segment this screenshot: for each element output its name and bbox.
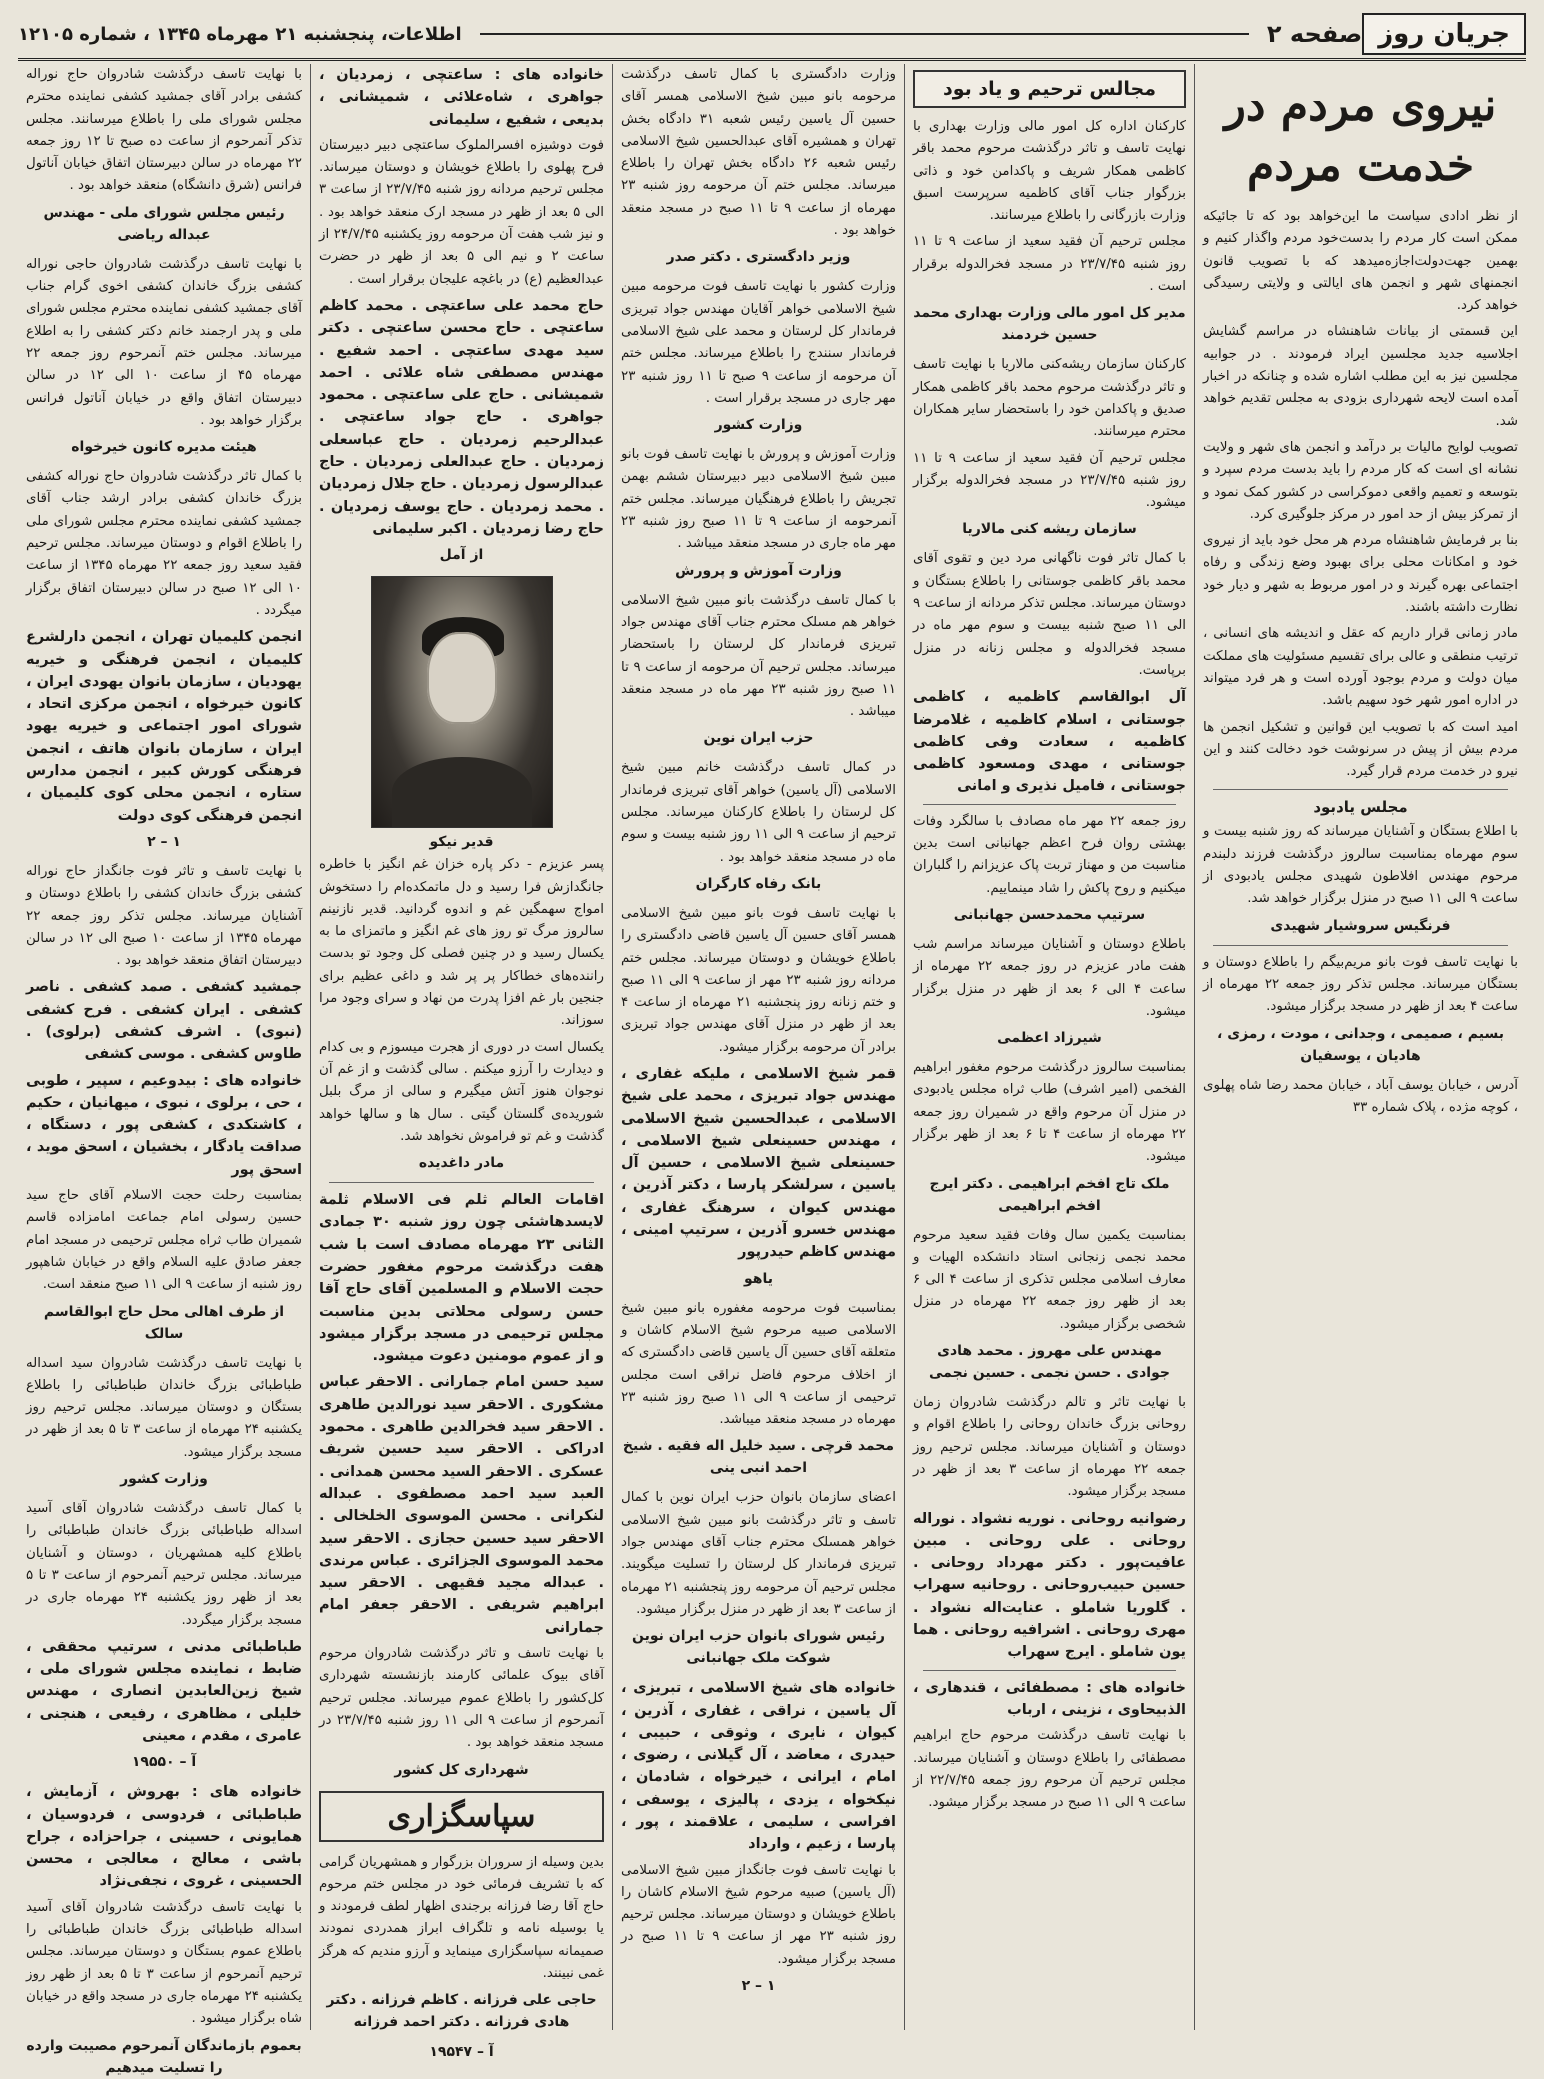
notice-text: بمناسبت سالروز درگذشت مرحوم مغفور ابراهیم الفخمی (امیر اشرف) طاب ثراه مجلس یادبودی در منزل آن مرحوم واقع در شمیران روز جمعه ۲۲ مهرماه از ساعت ۴ تا ۶ بعد از ظهر برگزار میشود. <box>913 1060 1186 1165</box>
divider <box>329 1182 594 1183</box>
notice-signature: حاجی علی فرزانه . کاظم فرزانه . دکتر هادی فرزانه . دکتر احمد فرزانه <box>326 1992 597 2031</box>
notice-text: با نهایت تاسف فوت بانو مبین شیخ الاسلامی همسر آقای حسین آل یاسین قاضی دادگستری را باطلاع خویشان و دوستان میرساند. مجلس ختم مردانه روز شنبه ۲۳ مهر از ساعت ۹ الی ۱۱ صبح و ختم زنانه روز پنجشنبه ۲۱ مهرماه از ساعت ۴ بعد از ظهر در منزل آقای مهندس جواد تبریزی برادر آن مرحومه برگزار میشود. <box>621 905 897 1055</box>
notice-families: خانواده های شیخ الاسلامی ، تبریزی ، آل یاسین ، نراقی ، غفاری ، آذرین ، کیوان ، نایری ، وثوقی ، حبیبی ، حیدری ، معاضد ، آل گیلانی ، رضوی ، امام ، ایرانی ، خیرخواه ، شادمان ، نیکخواه ، یزدی ، پالیزی ، یوسفی ، افراسی ، سلیمی ، علاقمند ، پور ، پارسا ، زعیم ، وارداد <box>621 1680 896 1853</box>
notice-text: با کمال تاثر درگذشت شادروان حاج نوراله کشفی بزرگ خاندان کشفی برادر ارشد جناب آقای جمشید کشفی نماینده محترم مجلس شورای ملی را باطلاع اقوام و دوستان میرساند. مجلس ترحیم فقید سعید روز جمعه ۲۲ مهرماه ۱۳۴۵ از ساعت ۱۰ الی ۱۲ صبح در سالن دبیرستان اتفاق برگزار میگردد . <box>26 469 303 618</box>
notice-signature: وزارت کشور <box>120 1471 208 1488</box>
notice-signature: جمشید کشفی . صمد کشفی . ناصر کشفی . ایران کشفی . فرح کشفی (نبوی) . اشرف کشفی (برلوی) . طاوس کشفی . موسی کشفی <box>26 979 302 1063</box>
page-header <box>18 10 1526 61</box>
notice-signature: رضوانیه روحانی . نوریه نشواد . نوراله روحانی . علی روحانی . مبین عافیت‌پور . دکتر مهرداد روحانی . حسین حبیب‌روحانی . روحانیه سهراب . گلوریا شاملو . عنایت‌اله نشواد . مهری روحانی . اشرافیه روحانی . هما یون شاملو . ایرج سهراب <box>913 1510 1186 1661</box>
notice-text: با اطلاع بستگان و آشنایان میرساند که روز شنبه بیست و سوم مهرماه بمناسبت سالروز درگذشت فرزند دلبندم مرحوم مهندس افلاطون شهیدی مجلس یادبودی از ساعت ۹ الی ۱۱ صبح در منزل برگزار خواهد شد. <box>1203 824 1518 907</box>
page-number: صفحه ۲ <box>1266 20 1363 48</box>
divider <box>923 804 1176 805</box>
notice-text: مجلس ترحیم آن فقید سعید از ساعت ۹ تا ۱۱ روز شنبه ۲۳/۷/۴۵ در مسجد فخرالدوله برگزار میشود. <box>913 450 1186 511</box>
notice-signature: بانک رفاه کارگران <box>695 875 822 892</box>
portrait-shoulders <box>392 757 532 827</box>
column-1 <box>18 64 310 2076</box>
notice-text: یکسال است در دوری از هجرت میسوزم و بی کدام و دیدارت را آرزو میکنم . سالی گذشت و از غم آن نوجوان هنوز آتش میگیرم و سالی از مرگ بلبل شورید‌ه‌ی گلستان گیتی . سال ها و سالها خواهد گذشت و غم تو فراموش نخواهد شد. <box>319 1039 604 1144</box>
notice-signature: سازمان ریشه کنی مالاریا <box>962 521 1137 538</box>
notice-signature: قمر شیخ الاسلامی ، ملیکه غفاری ، مهندس جواد تبریزی ، محمد علی شیخ الاسلامی ، عبدالحسین شیخ الاسلامی ، مهندس حسینعلی شیخ الاسلامی ، حسینعلی شیخ الاسلامی ، حسین آل یاسین ، سرلشکر پارسا ، دکتر آذرین ، مهندس کیوان ، سرهنگ غفاری ، مهندس خسرو آذرین ، سرتیپ امینی ، مهندس کاظم حیدرپور <box>621 1065 896 1261</box>
notice-text: بمناسبت رحلت حجت الاسلام آقای حاج سید حسین رسولی امام جماعت امامزاده قاسم شمیران طاب ثراه مجلس ترحیمی در مسجد امام جعفر صادق علیه السلام واقع در خیابان شاهپور روز شنبه از ساعت ۹ الی ۱۱ صبح منعقد است. <box>26 1188 302 1293</box>
notice-signature: از طرف اهالی محل حاج ابوالقاسم سالک <box>43 1303 285 1342</box>
notice-text: با نهایت تاسف درگذشت مرحوم حاج ابراهیم مصطفائی را باطلاع دوستان و آشنایان میرساند. مجلس ترحیم آن مرحوم روز جمعه ۲۲/۷/۴۵ از ساعت ۹ الی ۱۱ صبح در مسجد برگزار میشود. <box>913 1728 1186 1811</box>
notice-signature: سید حسن امام جمارانی . الاحقر عباس مشکوری . الاحقر سید نورالدین طاهری . الاحقر سید فخرالدین طاهری . محمود ادراکی . الاحقر سید حسین شریف عسکری . الاحقر السید محسن همدانی . العبد سید احمد مصطفوی . عبداله لنکرانی . محسن الموسوی الخلخالی . الاحقر سید حسین حجازی . الاحقر سید محمد الموسوی الجزائری . عباس مرندی . عبداله مجید فقیهی . الاحقر سید ابراهیم شریفی . الاحقر جعفر امام جمارانی <box>319 1374 604 1636</box>
notice-signature: مادر داغدیده <box>418 1155 505 1172</box>
notice-text: با کمال تاسف درگذشت شادروان آقای آسید اسداله طباطبائی بزرگ خاندان طباطبائی را باطلاع کلیه همشهریان ، دوستان و آشنایان میرساند. مجلس ترحیم آنمرحوم از ساعت ۳ تا ۵ بعد از ظهر روز یکشنبه ۲۴ مهرماه جاری در مسجد برگزار میگردد. <box>26 1501 302 1628</box>
notice-code: آ – ۱۹۵۴۷ <box>429 2044 494 2061</box>
column-3 <box>612 64 904 2030</box>
notice-signature: بسیم ، صمیمی ، وجدانی ، مودت ، رمزی ، هادیان ، یوسفیان <box>1217 1025 1504 1064</box>
notice-text: با نهایت تاسف و تاثر فوت جانگداز حاج نوراله کشفی بزرگ خاندان کشفی را باطلاع دوستان و آشنایان میرساند. مجلس تذکر روز جمعه ۲۲ مهرماه ۱۳۴۵ از ساعت ۱۰ صبح الی ۱۲ در سالن دبیرستان اتفاق منعقد خواهد بود . <box>26 863 302 969</box>
divider <box>1213 945 1508 946</box>
notice-signature: شیرزاد اعظمی <box>997 1030 1102 1047</box>
columns <box>18 64 1526 2076</box>
notice-text: با نهایت تاسف درگذشت شادروان حاج نوراله کشفی برادر آقای جمشید کشفی نماینده محترم مجلس شورای ملی را باطلاع میرسانند. مجلس تذکر آنمرحوم از ساعت ده صبح تا ۱۲ روز جمعه ۲۲ مهرماه در سالن دبیرستان اتفاق خیابان آناتول فرانس (شرق دانشگاه) منعقد خواهد بود . <box>26 67 302 194</box>
notice-signature: وزارت کشور <box>714 417 803 434</box>
notice-text: بمناسبت یکمین سال وفات فقید سعید مرحوم محمد نجمی زنجانی استاد دانشکده الهیات و معارف اسلامی مجلس تذکری از ساعت ۴ الی ۶ بعد از ظهر روز جمعه ۲۲ مهرماه در منزل شخصی برگزار میشود. <box>913 1227 1187 1332</box>
notice-signature: هیئت مدیره کانون خیرخواه <box>71 439 257 456</box>
notice-signature: وزارت آموزش و پرورش <box>675 562 842 579</box>
notice-signature: رئیس مجلس شورای ملی - مهندس عبداله ریاضی <box>43 204 285 243</box>
notice-text: وزارت آموزش و پرورش با نهایت تاسف فوت بانو مبین شیخ الاسلامی دبیر دبیرستان ششم بهمن تجریش را باطلاع فرهنگیان میرساند. مجلس ختم آنمرحومه از ساعت ۹ تا ۱۱ صبح روز شنبه ۲۳ مهر ماه جاری در مسجد منعقد میباشد . <box>621 447 896 552</box>
notice-families: خانواده های : بیدوعیم ، سپیر ، طوبی ، حی ، برلوی ، نبوی ، میهانیان ، حکیم ، کاشتکدی ، کشفی پور ، دستگاه ، صداقت یادگار ، بخشیان ، اسحق موید ، اسحق پور <box>26 1072 302 1178</box>
notice-text: بدین وسیله از سروران بزرگوار و همشهریان گرامی که با تشریف فرمائی خود در مجلس ختم مرحوم حاج آقا رضا فرزانه برجندی اظهار لطف فرمودند و یا بوسیله نامه و تلگراف ابراز همدردی نمودند صمیمانه سپاسگزاری مینماید و آرزو مندیم که هرگز غمی نبینند. <box>319 1854 604 1981</box>
photo-caption: قدیر نیکو <box>429 834 494 851</box>
notice-signature: رئیس شورای بانوان حزب ایران نوین شوکت ملک جهانبانی <box>632 1628 885 1667</box>
notice-signature: آل ابوالقاسم کاظمیه ، کاظمی جوستانی ، اسلام کاظمیه ، غلامرضا کاظمیه ، سعادت وفی کاظمی جوستانی ، مهدی ومسعود کاظمی جوستانی ، فامیل نذیری و امانی <box>913 689 1186 795</box>
notice-signature: فرنگیس سروشیار شهیدی <box>1270 917 1451 934</box>
notice-text: با نهایت تاسف فوت بانو مریم‌بیگم را باطلاع دوستان و بستگان میرساند. مجلس تذکر روز جمعه ۲۲ مهرماه از ساعت ۴ بعد از ظهر در مسجد برگزار میشود. <box>1203 954 1519 1015</box>
notice-text: کارکنان اداره کل امور مالی وزارت بهداری با نهایت تاسف و تاثر درگذشت مرحوم محمد باقر کاظمی همکار شریف و پاکدامن خود و ذاتی بزرگوار جناب آقای کاظمیه سرپرست اسبق وزارت بازرگانی را باطلاع میرسانند. <box>913 119 1186 224</box>
notice-text: باطلاع دوستان و آشنایان میرساند مراسم شب هفت مادر عزیزم در روز جمعه ۲۲ مهرماه از ساعت ۴ الی ۶ بعد از ظهر در منزل برگزار میشود. <box>913 936 1186 1019</box>
notice-signature: مهندس علی مهروز . محمد هادی جوادی . حسن نجمی . حسین نجمی <box>929 1343 1170 1382</box>
editorial-title: نیروی مردم در خدمت مردم <box>1224 80 1497 191</box>
notice-address: آدرس ، خیابان یوسف آباد ، خیابان محمد رضا شاه پهلوی ، کوچه مژده ، پلاک شماره ۳۳ <box>1203 1077 1518 1115</box>
notice-heading: مجلس یادبود <box>1313 798 1408 817</box>
notice-families: خانواده های : بهروش ، آزمایش ، طباطبائی ، فردوسی ، فردوسیان ، همایونی ، حسینی ، جراحزاده ، جراح باشی ، معالج ، معالجی ، محسن الحسینی ، غروی ، نجفی‌نژاد <box>26 1784 302 1890</box>
notice-signature: حزب ایران نوین <box>703 730 814 747</box>
column-editorial <box>1194 64 1526 2030</box>
notice-signature: مدیر کل امور مالی وزارت بهداری محمد حسین خردمند <box>913 305 1186 344</box>
notice-families: خانواده های : مصطفائی ، قندهاری ، الذبیحاوی ، نزینی ، ارباب <box>913 1679 1186 1718</box>
notice-signature: حاج محمد علی ساعتچی . محمد کاظم ساعتچی . حاج محسن ساعتچی . دکتر سید مهدی ساعتچی . احمد شفیع . مهندس مصطفی شاه علائی . احمد شمیشانی . حاج علی ساعتچی . محمود جواهری . حاج جواد ساعتچی . عبدالرحیم زمردیان . حاج عباسعلی زمردیان . حاج عبدالعلی زمردیان . حاج عبدالرسول زمردیان . حاج جلال زمردیان . محمد زمردیان . حاج یوسف زمردیان . حاج رضا زمردیان . اکبر سلیمانی <box>319 297 604 537</box>
notice-text: کارکنان سازمان ریشه‌کنی مالاریا با نهایت تاسف و تاثر درگذشت مرحوم محمد باقر کاظمی همکار صدیق و پاکدامن خود را باستحضار سایر همکاران محترم میرسانند. <box>913 357 1186 440</box>
editorial-paragraph: از نظر ادادی سیاست ما این‌خواهد بود که تا جائیکه ممکن است کار مردم را بدست‌خود مردم واگذار کنیم و بهمین جهت‌دولت‌اجازه‌میدهد که با تصویب قانون‌ انجمنهای شهر و انجمن های ایالتی و ولایتی رسیدگی خواهد کرد. <box>1203 209 1518 314</box>
publication-line: اطلاعات، پنجشنبه ۲۱ مهرماه ۱۳۴۵ ، شماره ۱۲۱۰۵ <box>18 23 462 45</box>
notice-heading: یاهو <box>744 1270 773 1287</box>
notice-signature: طباطبائی مدنی ، سرتیپ محققی ، ضابط ، نماینده مجلس شورای ملی ، شیخ زین‌العابدین انصاری ، مهندس خلیلی ، مظاهری ، رفیعی ، هنجنی ، عامری ، مقدم ، معینی <box>26 1638 302 1744</box>
notice-signature: ملک تاج افخم ابراهیمی . دکتر ایرج افخم ابراهیمی <box>929 1175 1170 1214</box>
editorial-paragraph: امید است که با تصویب این قوانین و تشکیل انجمن ها مردم بیش از پیش در سرنوشت خود دخالت کنند و این نیرو در خدمت مردم قرار گیرد. <box>1203 719 1518 780</box>
notice-text: وزارت دادگستری با کمال تاسف درگذشت مرحومه بانو مبین شیخ الاسلامی همسر آقای حسین آل یاسین رئیس شعبه ۳۱ دادگاه بخش تهران و همشیره آقای عبدالحسین شیخ الاسلامی رئیس شعبه ۲۶ دادگاه بخش تهران را باطلاع میرساند. مجلس ختم آن مرحومه روز شنبه ۲۳ مهرماه از ساعت ۹ تا ۱۱ صبح در مسجد منعقد خواهد بود . <box>621 67 897 239</box>
notice-signature: بعموم بازماندگان آنمرحوم مصیبت وارده را تسلیت میدهیم <box>26 2037 302 2076</box>
column-2 <box>310 64 612 2061</box>
thanks-banner: سپاسگزاری <box>319 1791 604 1842</box>
section-badge: جریان روز <box>1362 13 1526 55</box>
notice-code: ۱ – ۲ <box>147 833 181 850</box>
notice-signature: محمد قرچی . سید خلیل اله فقیه . شیخ احمد انبی ینی <box>622 1438 895 1477</box>
editorial-paragraph: تصویب لوایح مالیات بر درآمد و انجمن های شهر و ولایت نشانه ای است که کار مردم را باید بدست مردم سپرد و بتوسعه و تعمیم واقعی دموکراسی در کشور کمک نمود و از تمرکز بیش از حد امور در مرکز جلوگیری کرد. <box>1203 439 1518 522</box>
notice-families: خانواده های : ساعتچی ، زمردیان ، جواهری ، شاه‌علائی ، شمیشانی ، بدیعی ، شفیع ، سلیمانی <box>319 67 604 128</box>
notice-text: بمناسبت فوت مرحومه مغفوره بانو مبین شیخ الاسلامی صبیه مرحوم شیخ الاسلام کاشان و متعلقه آقای حسین آل یاسین قاضی دادگستری که از اخلاف مرحوم فاضل نراقی است مجلس ترحیمی از ساعت ۹ الی ۱۱ صبح روز شنبه ۲۳ مهرماه در مسجد منعقد میباشد. <box>621 1300 896 1428</box>
notice-code: ۱ – ۲ <box>741 1978 776 1995</box>
notice-signature: شهرداری کل کشور <box>394 1761 529 1778</box>
notice-text: اقامات العالم ثلم فی الاسلام ثلمة لایسدهاشئی چون روز شنبه ۳۰ جمادی الثانی ۲۳ مهرماه مصادف است با شب هفت درگذشت مرحوم مغفور حضرت حجت الاسلام و المسلمین آقای حاج آقا حسن رسولی محلاتی بدین مناسبت مجلس ترحیمی در مسجد برگزار میشود و از عموم مومنین دعوت میشود. <box>319 1192 604 1365</box>
column-4 <box>904 64 1194 2030</box>
portrait-face <box>427 632 497 724</box>
notice-text: با نهایت تاثر و تالم درگذشت شادروان زمان روحانی بزرگ خاندان روحانی را باطلاع اقوام و دوستان و آشنایان میرساند. مجلس ترحیم روز جمعه ۲۲ مهرماه از ساعت ۳ بعد از ظهر در مسجد برگزار میشود. <box>913 1395 1186 1500</box>
notice-text: با نهایت تاسف درگذشت شادروان سید اسداله طباطبائی بزرگ خاندان طباطبائی را باطلاع بستگان و دوستان میرساند. مجلس ترحیم روز یکشنبه ۲۴ مهرماه از ساعت ۳ تا ۵ بعد از ظهر در مسجد برگزار میشود. <box>26 1355 302 1460</box>
notice-text: پسر عزیزم - دکر پاره خزان غم انگیز با خاطره جانگدازش فرا رسید و دل ماتمکده‌ام را دستخوش امواج سهمگین غم و اندوه گردانید. قدیر نازنینم سالروز مرگ تو روز های غم انگیز و ماتمزای ما به یکسال رسید و در چنین فصلی کل وجود تو بدست راننده‌های خطاکار پر پر شد و داغی عظیم برای جنجین بار غم افزا پدرت من نهاد و سرای وجود مرا سوزاند. <box>319 857 604 1029</box>
notice-text: روز جمعه ۲۲ مهر ماه مصادف با سالگرد وفات بهشتی روان فرح اعظم جهانبانی است بدین مناسبت من و مهناز تربت پاک عزیزانم را گلباران میکنیم و روح پاکش را شاد مینماییم. <box>913 813 1186 896</box>
notice-text: در کمال تاسف درگذشت خانم مبین شیخ الاسلامی (آل یاسین) خواهر آقای تبریزی فرماندار کل لرستان را باطلاع کارکنان میرساند. مجلس ترحیم از ساعت ۹ الی ۱۱ روز شنبه بیست و سوم ماه در مسجد منعقد خواهد بود . <box>621 760 896 865</box>
notice-text: با نهایت تاسف و تاثر درگذشت شادروان مرحوم آقای بیوک علمائی کارمند بازنشسته شهرداری کل‌کشور را باطلاع عموم میرساند. مجلس ترحیم آنمرحوم از ساعت ۹ الی ۱۱ روز شنبه ۲۳/۷/۴۵ در مسجد منعقد خواهد بود . <box>319 1646 604 1751</box>
divider <box>1213 789 1508 790</box>
editorial-paragraph: مادر زمانی قرار داریم که عقل‌ و‌ اندیشه های انسانی ، ترتیب منطقی و عالی برای تقسیم مسئولیت های مملکت میان دولت و مردم بوجود آورده است و هر فرد میتواند در اداره امور شهر خود سهیم باشد. <box>1203 626 1518 709</box>
notice-heading: از آمل <box>439 547 484 564</box>
notice-text: فوت دوشیزه افسرالملوک ساعتچی دبیر دبیرستان فرح پهلوی را باطلاع خویشان و دوستان میرساند. مجلس ترحیم مردانه روز شنبه ۲۳/۷/۴۵ از ساعت ۳ الی ۵ بعد از ظهر در مسجد ارک منعقد خواهد بود . و نیز شب هفت آن مرحومه روز یکشنبه ۲۴/۷/۴۵ از ساعت ۲ و نیم الی ۵ بعد از ظهر در حضرت عبدالعظیم (ع) در باغچه علیجان برقرار است . <box>319 137 604 287</box>
obituary-section-title: مجالس ترحیم و یاد بود <box>913 70 1186 108</box>
notice-code: آ – ۱۹۵۵۰ <box>131 1754 197 1771</box>
notice-signature: سرتیپ محمدحسن جهانبانی <box>953 906 1146 923</box>
divider <box>923 1670 1176 1671</box>
notice-signature: انجمن کلیمیان تهران ، انجمن دارلشرع کلیمیان ، انجمن فرهنگی و خیریه یهودیان ، سازمان بانوان یهودی ایران ، کانون خیرخواه ، انجمن مرکزی اتحاد ، شورای امور اجتماعی و خیریه یهود ایران ، سازمان بانوان هاتف ، انجمن فرهنگی کورش کبیر ، انجمن مدارس ستاره ، انجمن محلی کوی کلیمیان ، انجمن فرهنگی کوی دولت <box>26 629 302 824</box>
notice-text: با نهایت تاسف فوت جانگداز مبین شیخ الاسلامی (آل یاسین) صبیه مرحوم شیخ الاسلام کاشان را باطلاع خویشان و دوستان میرساند. مجلس ترحیم روز شنبه ۲۳ مهر از ساعت ۹ تا ۱۱ صبح در مسجد برگزار میشود. <box>621 1862 896 1967</box>
notice-text: اعضای سازمان بانوان حزب ایران نوین با کمال تاسف و تاثر درگذشت بانو مبین شیخ الاسلامی خواهر همسلک محترم جناب آقای مهندس جواد تبریزی فرماندار کل لرستان را تسلیت میگویند. مجلس ترحیم آن مرحومه روز پنجشنبه ۲۱ مهرماه از ساعت ۳ بعد از ظهر در منزل برگزار میشود. <box>621 1490 896 1617</box>
notice-text: با نهایت تاسف درگذشت شادروان آقای آسید اسداله طباطبائی بزرگ خاندان طباطبائی را باطلاع عموم بستگان و دوستان میرساند. مجلس ترحیم آنمرحوم از ساعت ۳ تا ۵ بعد از ظهر روز یکشنبه ۲۴ مهرماه جاری در مسجد واقع در خیابان شاه برگزار میشود . <box>26 1899 302 2027</box>
notice-text: با کمال تاثر فوت ناگهانی مرد دین و تقوی آقای محمد باقر کاظمی جوستانی را باطلاع بستگان و دوستان میرساند. مجلس تذکر مردانه از ساعت ۹ الی ۱۱ صبح شنبه بیست و سوم مهر ماه در مسجد فخرالدوله و مجلس زنانه در منزل برپاست. <box>913 551 1186 678</box>
notice-text: وزارت کشور با نهایت تاسف فوت مرحومه مبین شیخ الاسلامی خواهر آقایان مهندس جواد تبریزی فرماندار کل لرستان و محمد علی شیخ الاسلامی فرماندار سنندج را باطلاع میرساند. مجلس ختم آن مرحومه از ساعت ۹ صبح تا ۱۱ روز شنبه ۲۳ مهر جاری در مسجد برقرار است . <box>621 279 896 406</box>
portrait-photo <box>371 576 553 828</box>
editorial-paragraph: این قسمتی از بیانات شاهنشاه در مراسم گشایش اجلاسیه جدید مجلسین ایراد فرمودند . در جوابیه مجلسین نیز به این مطلب اشاره شده و چنانکه در اخبار آمده است لایحه شهرداری بزودی به مجلس تقدیم خواهد شد. <box>1203 324 1518 429</box>
notice-signature: وزیر دادگستری . دکتر صدر <box>666 249 851 266</box>
notice-text: با نهایت تاسف درگذشت شادروان حاجی نوراله کشفی بزرگ خاندان کشفی اخوی گرام جناب آقای جمشید کشفی نماینده محترم مجلس شورای ملی و پدر ارجمند خانم دکتر کشفی را به اطلاع میرساند. مجلس ختم آنمرحوم روز جمعه ۲۲ مهرماه ۴۵ از ساعت ۱۰ الی ۱۲ در سالن دبیرستان اتفاق واقع در خیابان آناتول فرانس برگزار خواهد بود . <box>26 256 302 428</box>
header-rule <box>480 33 1249 35</box>
notice-text: با کمال تاسف درگذشت بانو مبین شیخ الاسلامی خواهر هم مسلک محترم جناب آقای مهندس جواد تبریزی فرماندار کل لرستان را باستحضار میرساند. مجلس ترحیم آن مرحومه از ساعت ۹ تا ۱۱ صبح روز شنبه ۲۳ مهر ماه در مسجد منعقد میباشد . <box>621 592 896 720</box>
notice-text: مجلس ترحیم آن فقید سعید از ساعت ۹ تا ۱۱ روز شنبه ۲۳/۷/۴۵ در مسجد فخرالدوله برقرار است . <box>913 234 1186 295</box>
editorial-paragraph: بنا بر فرمایش شاهنشاه مردم هر محل خود باید از نیروی خود و امکانات محلی برای بهبود وضع زندگی و رفاه اجتماعی بهره گیرند و در امور مربوط به شهر و دیار خود نظارت داشته باشند. <box>1203 533 1518 616</box>
